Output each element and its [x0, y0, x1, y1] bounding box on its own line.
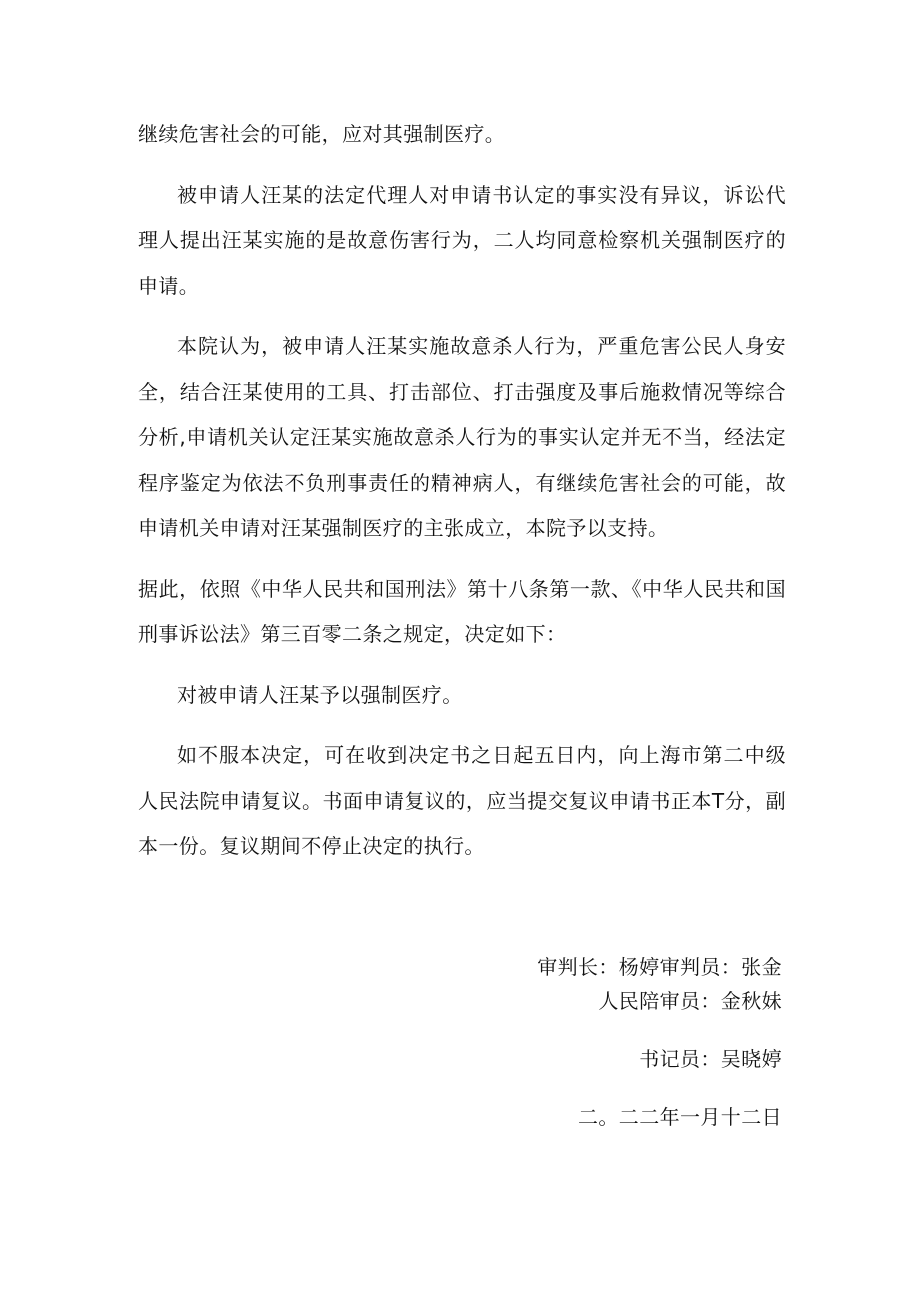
- paragraph-agent-opinion: 被申请人汪某的法定代理人对申请书认定的事实没有异议，诉讼代理人提出汪某实施的是故意伤害行为，二人均同意检察机关强制医疗的申请。: [138, 182, 786, 298]
- judges-line: 审判长：杨婷审判员：张金: [537, 955, 782, 979]
- clerk-line: 书记员：吴晓婷: [639, 1047, 782, 1071]
- paragraph-court-opinion: 本院认为，被申请人汪某实施故意杀人行为，严重危害公民人身安全，结合汪某使用的工具、打击部位、打击强度及事后施救情况等综合分析,申请机关认定汪某实施故意杀人行为的事实认定并无不当，经法定程序鉴定为依法不负刑事责任的精神病人，有继续危害社会的可能，故申请机关申请对汪某强制医疗的主张成立，本院予以支持。: [138, 334, 786, 540]
- signature-block: [382, 950, 782, 1134]
- paragraph-legal-basis: 据此，依照《中华人民共和国刑法》第十八条第一款、《中华人民共和国刑事诉讼法》第三百零二条之规定，决定如下：: [138, 576, 786, 646]
- paragraph-decision: 对被申请人汪某予以强制医疗。: [177, 682, 463, 707]
- paragraph-appeal-notice: 如不服本决定，可在收到决定书之日起五日内，向上海市第二中级人民法院申请复议。书面申请复议的，应当提交复议申请书正本T分，副本一份。复议期间不停止决定的执行。: [138, 743, 786, 858]
- decision-date: 二。二二年一月十二日: [578, 1105, 782, 1129]
- paragraph-continuation: 继续危害社会的可能，应对其强制医疗。: [138, 122, 506, 146]
- juror-line: 人民陪审员：金秋妹: [598, 989, 782, 1013]
- document-body: [138, 112, 786, 885]
